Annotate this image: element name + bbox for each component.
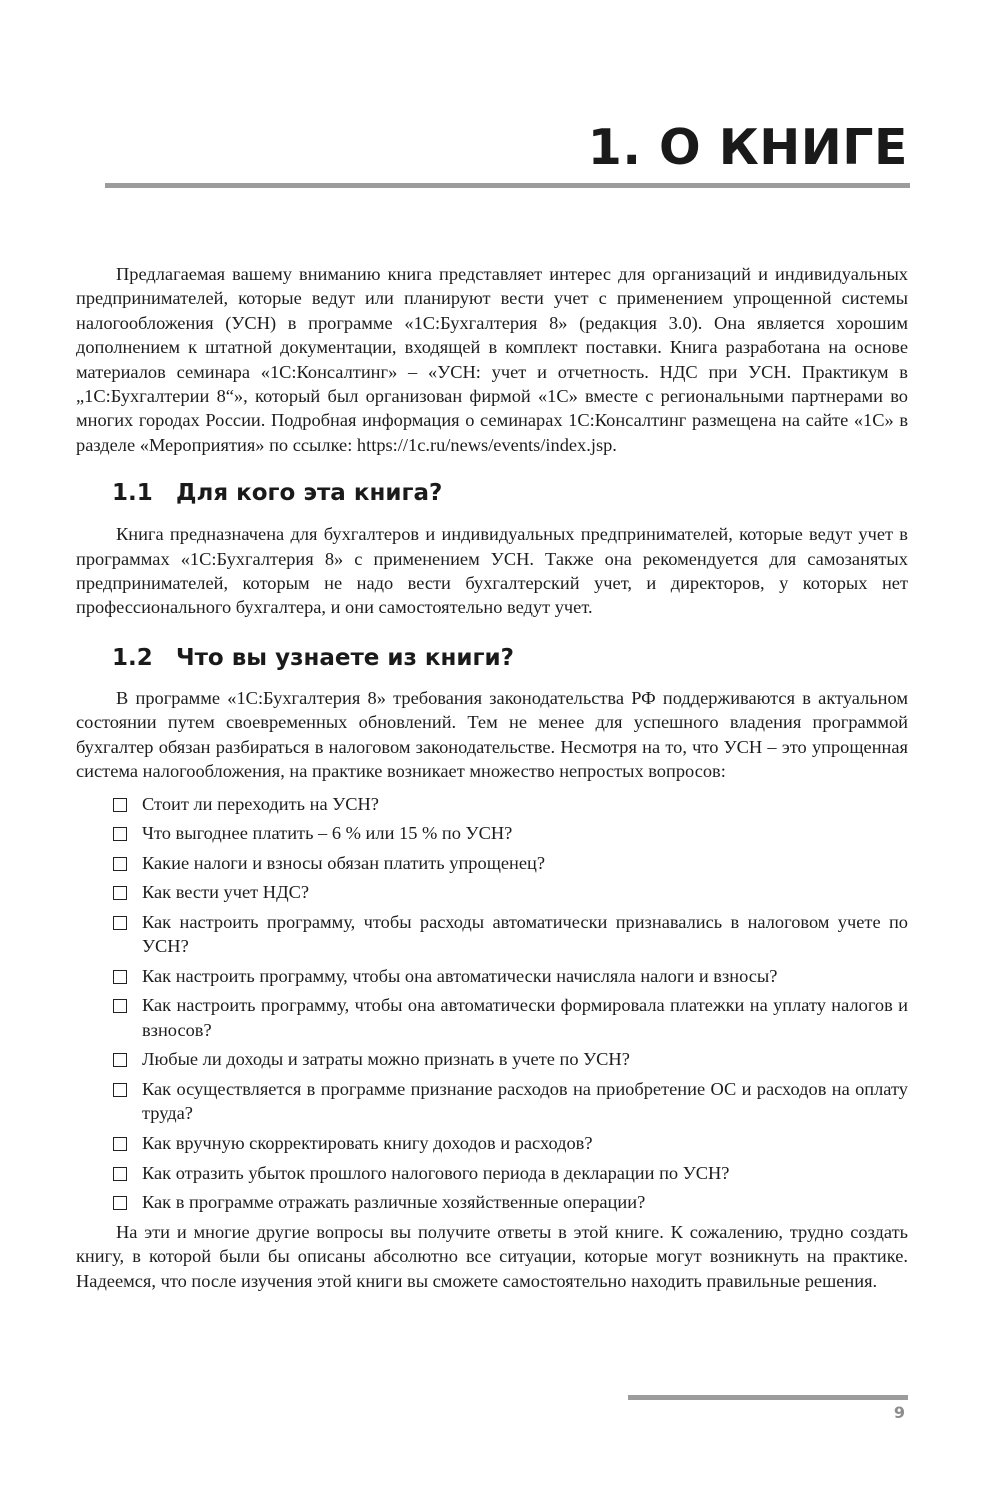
checkbox-icon (113, 1196, 127, 1210)
questions-list (76, 792, 908, 1215)
chapter-title: 1. О КНИГЕ (587, 119, 908, 176)
section-title: Что вы узнаете из книги? (176, 644, 514, 671)
section-number: 1.2 (112, 644, 153, 671)
list-item: Как настроить программу, чтобы расходы автоматически признавались в налоговом учете по УСН? (76, 910, 908, 959)
page-number: 9 (893, 1403, 905, 1422)
footer-divider (628, 1395, 908, 1400)
section-title: Для кого эта книга? (176, 480, 443, 507)
list-item: Стоит ли переходить на УСН? (76, 792, 908, 816)
checkbox-icon (113, 1137, 127, 1151)
checkbox-icon (113, 970, 127, 984)
checkbox-icon (113, 798, 127, 812)
list-item: Как в программе отражать различные хозяйственные операции? (76, 1190, 908, 1214)
section-1-1-paragraph: Книга предназначена для бухгалтеров и индивидуальных предпринимателей, которые ведут учет в программах «1С:Бухгалтерия 8» с применением УСН. Также она рекомендуется для самозанятых предпринимателей, которым не надо вести бухгалтерский учет, и директоров, у которых нет профессионального бухгалтера, и они самостоятельно ведут учет. (76, 524, 908, 618)
list-item: Как настроить программу, чтобы она автоматически формировала платежки на уплату налогов и взносов? (76, 993, 908, 1042)
list-item: Что выгоднее платить – 6 % или 15 % по УСН? (76, 821, 908, 845)
section-number: 1.1 (112, 480, 153, 507)
title-divider (105, 183, 910, 188)
list-item: Как настроить программу, чтобы она автоматически начисляла налоги и взносы? (76, 964, 908, 988)
checkbox-icon (113, 857, 127, 871)
list-item: Как вручную скорректировать книгу доходов и расходов? (76, 1131, 908, 1155)
list-item: Как осуществляется в программе признание расходов на приобретение ОС и расходов на оплату труда? (76, 1077, 908, 1126)
checkbox-icon (113, 1053, 127, 1067)
checkbox-icon (113, 999, 127, 1013)
checkbox-icon (113, 1083, 127, 1097)
section-1-2-paragraph: В программе «1С:Бухгалтерия 8» требования законодательства РФ поддерживаются в актуальном состоянии путем своевременных обновлений. Тем не менее для успешного владения программой бухгалтер обязан разбираться в налоговом законодательстве. Несмотря на то, что УСН – это упрощенная система налогообложения, на практике возникает множество непростых вопросов: (76, 687, 908, 782)
list-item: Как отразить убыток прошлого налогового периода в декларации по УСН? (76, 1161, 908, 1185)
list-item: Любые ли доходы и затраты можно признать в учете по УСН? (76, 1047, 908, 1071)
intro-paragraph: Предлагаемая вашему вниманию книга представляет интерес для организаций и индивидуальных предпринимателей, которые ведут или планируют вести учет с применением упрощенной системы налогообложения (УСН) в программе «1С:Бухгалтерия 8» (редакция 3.0). Она является хорошим дополнением к штатной документации, входящей в комплект поставки. Книга разработана на основе материалов семинара «1С:Консалтинг» – «УСН: учет и отчетность. НДС при УСН. Практикум в „1С:Бухгалтерии 8“», который был организован фирмой «1С» вместе с региональными партнерами во многих городах России. Подробная информация о семинарах 1С:Консалтинг размещена на сайте «1С» в разделе «Мероприятия» по ссылке: https://1c.ru/news/events/index.jsp. (76, 264, 908, 455)
list-item: Как вести учет НДС? (76, 880, 908, 904)
closing-paragraph: На эти и многие другие вопросы вы получите ответы в этой книге. К сожалению, трудно создать книгу, в которой были бы описаны абсолютно все ситуации, которые могут возникнуть на практике. Надеемся, что после изучения этой книги вы сможете самостоятельно находить правильные решения. (76, 1221, 908, 1291)
checkbox-icon (113, 916, 127, 930)
checkbox-icon (113, 827, 127, 841)
list-item: Какие налоги и взносы обязан платить упрощенец? (76, 851, 908, 875)
checkbox-icon (113, 886, 127, 900)
section-heading-1-2 (76, 643, 908, 673)
checkbox-icon (113, 1167, 127, 1181)
section-heading-1-1 (76, 478, 908, 508)
page-content (76, 262, 908, 1293)
